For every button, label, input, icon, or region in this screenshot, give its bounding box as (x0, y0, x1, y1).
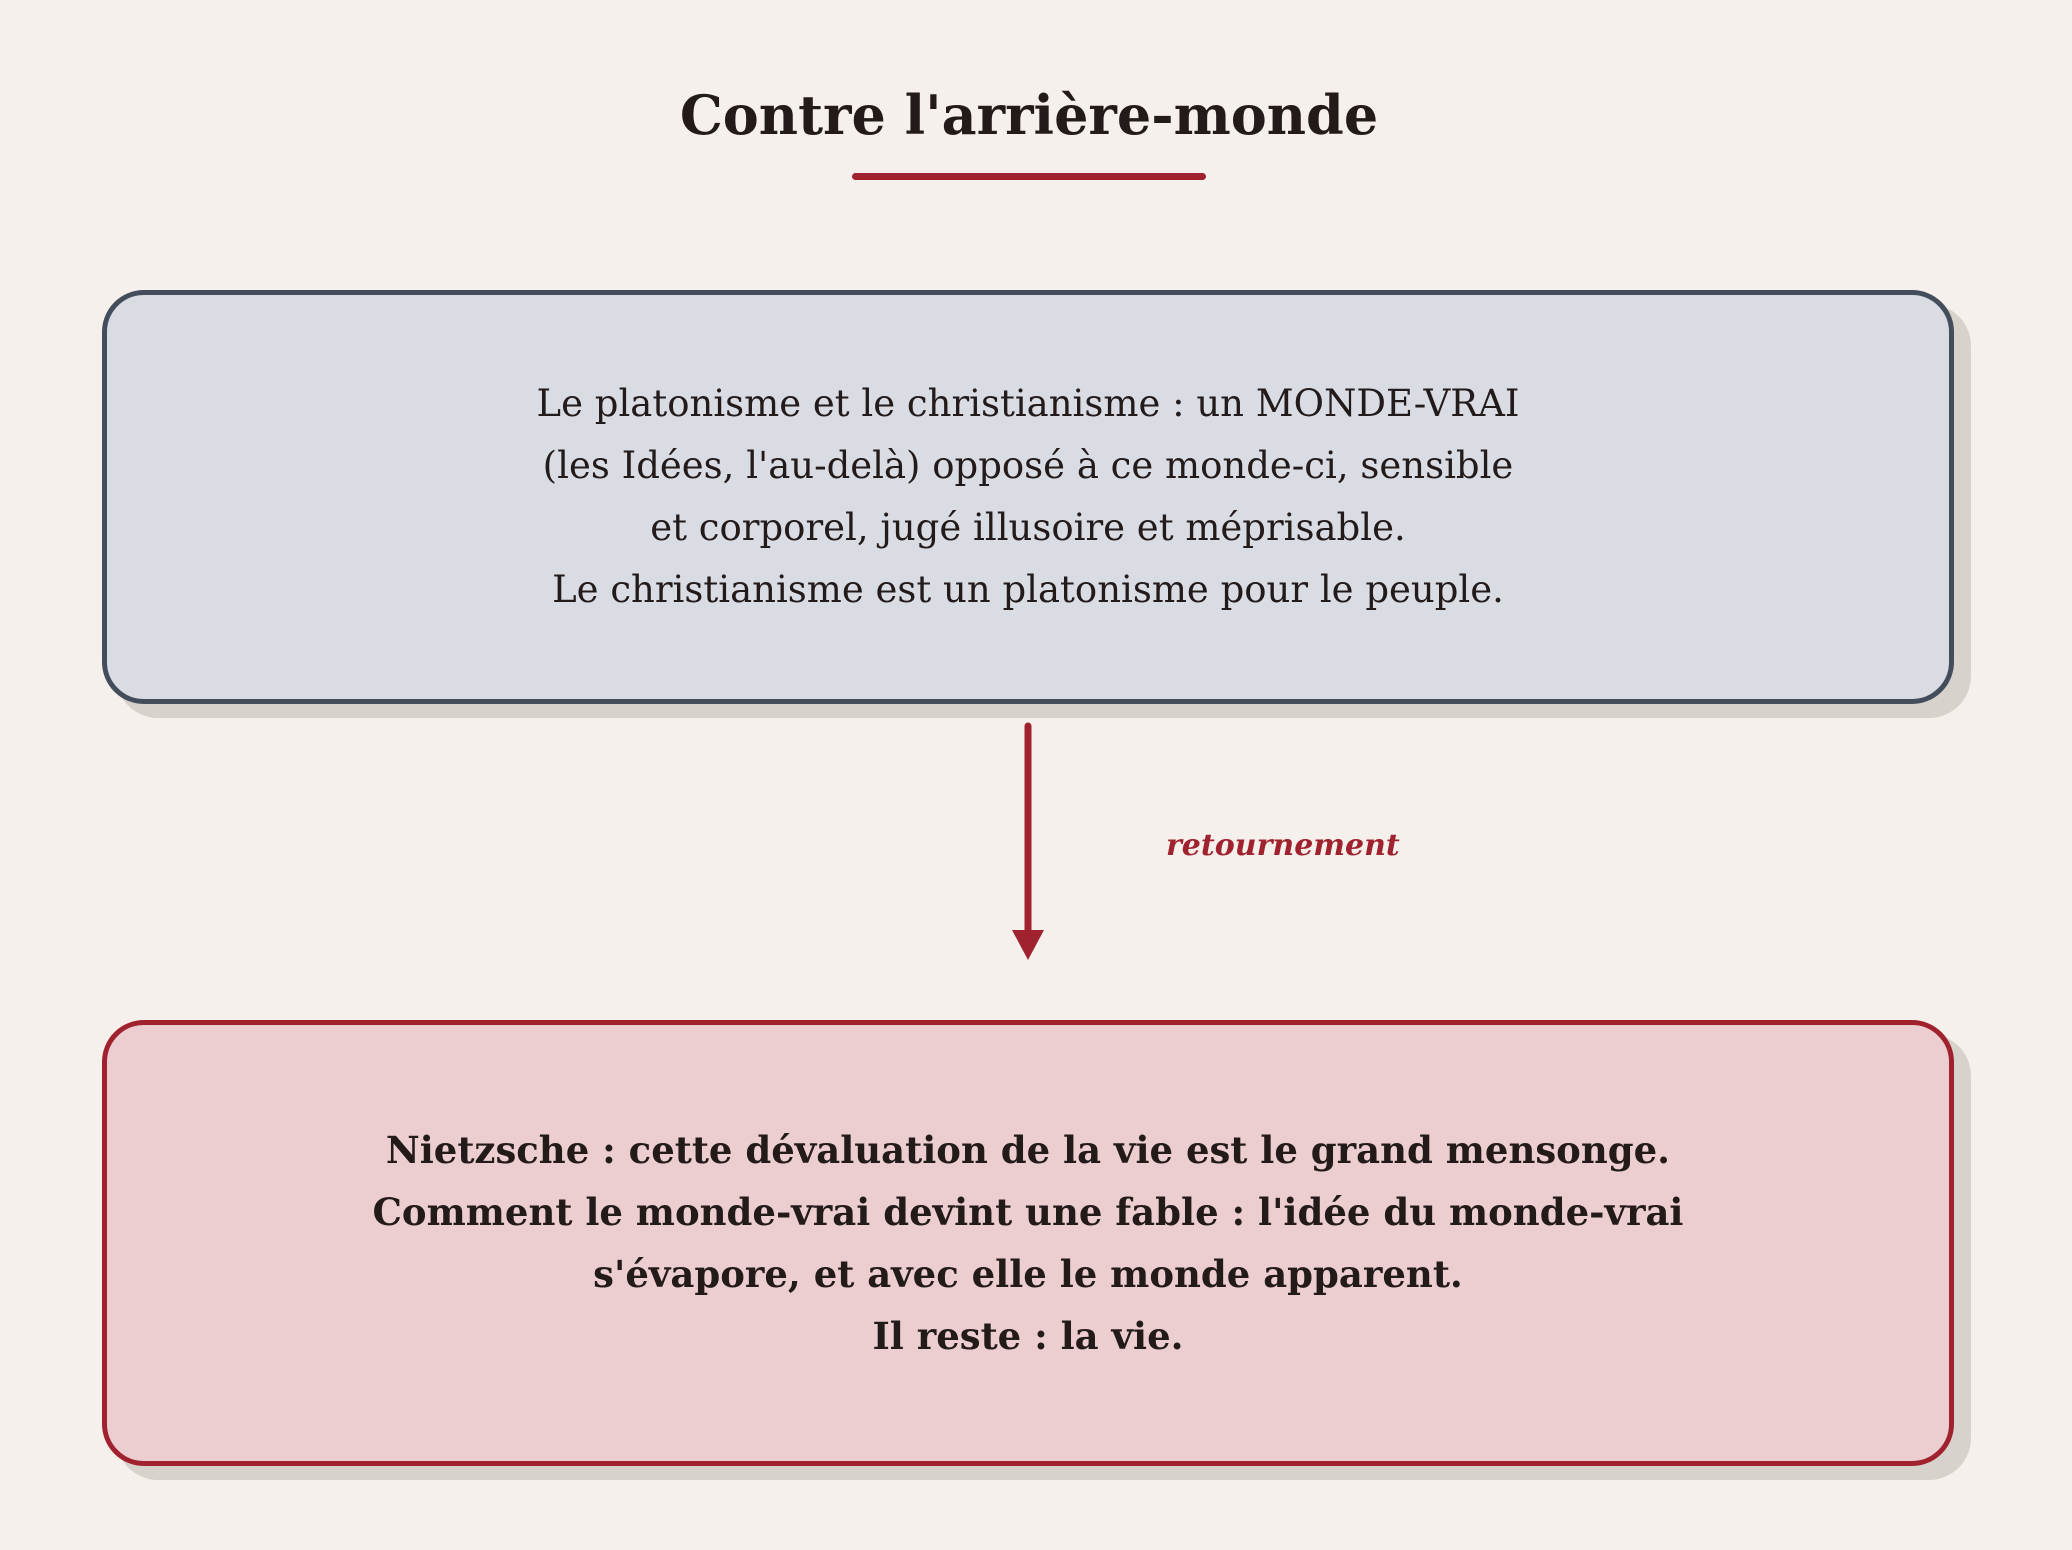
down-arrow-head (1012, 930, 1044, 960)
nietzsche-line-1: Nietzsche : cette dévaluation de la vie est le grand mensonge. (385, 1128, 1671, 1172)
platonism-line-3: et corporel, jugé illusoire et méprisable. (650, 506, 1406, 549)
nietzsche-text (372, 1119, 1683, 1367)
platonism-line-2: (les Idées, l'au-delà) opposé à ce monde-ci, sensible (542, 444, 1514, 487)
nietzsche-box (102, 1020, 1954, 1466)
arrow-label: retournement (1166, 828, 1400, 863)
platonism-line-1: Le platonisme et le christianisme : un MONDE-VRAI (536, 382, 1520, 425)
platonism-box (102, 290, 1954, 704)
platonism-line-4: Le christianisme est un platonisme pour le peuple. (552, 568, 1504, 611)
platonism-text (537, 373, 1520, 621)
nietzsche-line-2: Comment le monde-vrai devint une fable : l'idée du monde-vrai (372, 1190, 1684, 1234)
diagram-title: Contre l'arrière-monde (679, 83, 1379, 147)
nietzsche-line-3: s'évapore, et avec elle le monde apparent. (593, 1252, 1463, 1296)
title-underline (852, 173, 1206, 180)
nietzsche-line-4: Il reste : la vie. (872, 1314, 1184, 1358)
down-arrow (1000, 722, 1056, 962)
